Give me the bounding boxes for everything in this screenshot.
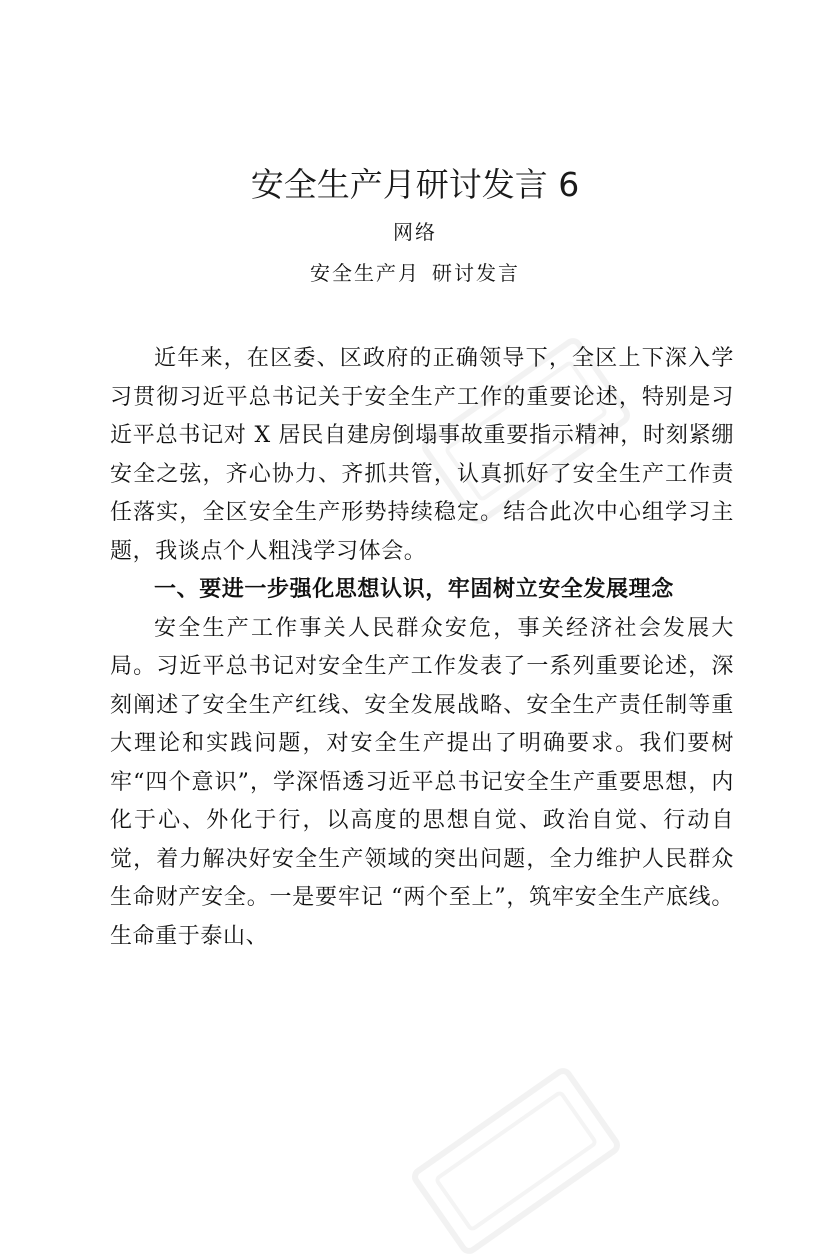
watermark-stamp <box>408 1064 624 1258</box>
document-author: 网络 <box>393 220 437 244</box>
body-paragraph: 安全生产工作事关人民群众安危，事关经济社会发展大局。习近平总书记对安全生产工作发表了一系列重要论述，深刻阐述了安全生产红线、安全发展战略、安全生产责任制等重大理论和实践问题，对安全生产提出了明确要求。我们要树牢“四个意识”，学深悟透习近平总书记安全生产重要思想，内化于心、外化于行，以高度的思想自觉、政治自觉、行动自觉，着力解决好安全生产领域的突出问题，全力维护人民群众生命财产安全。一是要牢记 “两个至上”，筑牢安全生产底线。生命重于泰山、 <box>110 615 734 949</box>
body-paragraph: 近年来，在区委、区政府的正确领导下，全区上下深入学习贯彻习近平总书记关于安全生产工作的重要论述，特别是习近平总书记对 X 居民自建房倒塌事故重要指示精神，时刻紧绷安全之弦，齐心协力、齐抓共管，认真抓好了安全生产工作责任落实，全区安全生产形势持续稳定。结合此次中心组学习主题，我谈点个人粗浅学习体会。 <box>110 346 734 564</box>
document-body <box>110 340 734 956</box>
keyword: 安全生产月 <box>310 261 420 285</box>
document-keywords <box>0 259 830 287</box>
section-heading: 一、要进一步强化思想认识，牢固树立安全发展理念 <box>154 577 674 602</box>
document-title: 安全生产月研讨发言 6 <box>250 165 580 204</box>
keyword: 研讨发言 <box>432 261 520 285</box>
